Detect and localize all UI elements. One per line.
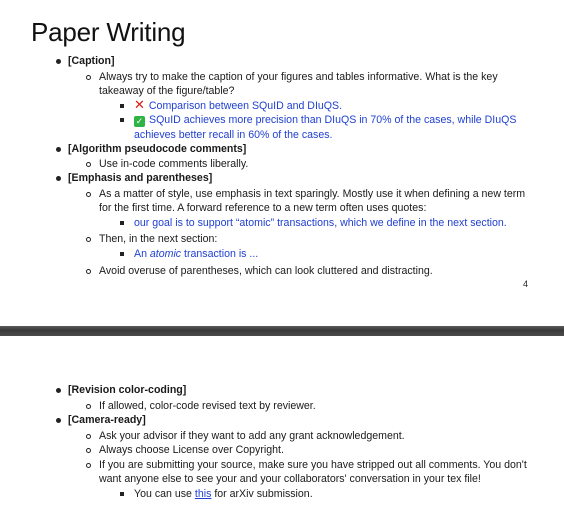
page-title: Paper Writing [31,17,186,47]
list-item: Avoid overuse of parentheses, which can look cluttered and distracting. [99,264,538,279]
section-heading-camera-ready: [Camera-ready] [68,413,538,428]
list-item-arxiv: You can use this for arXiv submission. [134,487,538,502]
list-item: Use in-code comments liberally. [99,157,538,172]
bullet-list [68,54,538,279]
list-item: Ask your advisor if they want to add any grant acknowledgement. [99,429,538,444]
arxiv-link[interactable]: this [194,487,212,500]
section-heading-revision: [Revision color-coding] [68,383,538,398]
list-item: As a matter of style, use emphasis in text sparingly. Mostly use it when defining a new term for the first time. A forward reference to a new term often uses quotes: [99,187,538,216]
check-mark-icon: ✓ [135,116,144,126]
list-item-good-example: ✓ SQuID achieves more precision than DIuQS in 70% of the cases, while DIuQS achieves better recall in 60% of the cases. [134,113,538,142]
list-item: Always try to make the caption of your figures and tables informative. What is the key takeaway of the figure/table? [99,70,538,99]
page-divider [0,326,564,336]
section-heading-emphasis: [Emphasis and parentheses] [68,171,538,186]
section-heading-algorithm: [Algorithm pseudocode comments] [68,142,538,157]
page-number: 4 [522,279,528,289]
list-item: If you are submitting your source, make sure you have stripped out all comments. You don't want anyone else to see your and your collaborators' conversation in your tex file! [99,458,538,487]
bullet-list [68,383,538,501]
document-page-5 [0,336,564,519]
list-item-example: our goal is to support “atomic” transactions, which we define in the next section. [134,216,538,231]
cross-mark-icon: ✕ [134,96,145,112]
list-item: If allowed, color-code revised text by reviewer. [99,399,538,414]
clipped-previous-line [96,0,110,3]
list-item-bad-example: ✕ Comparison between SQuID and DIuQS. [134,99,538,114]
section-heading-caption: [Caption] [68,54,538,69]
list-item-example: An atomic transaction is ... [134,247,538,262]
list-item: Always choose License over Copyright. [99,443,538,458]
list-item: Then, in the next section: [99,232,538,247]
